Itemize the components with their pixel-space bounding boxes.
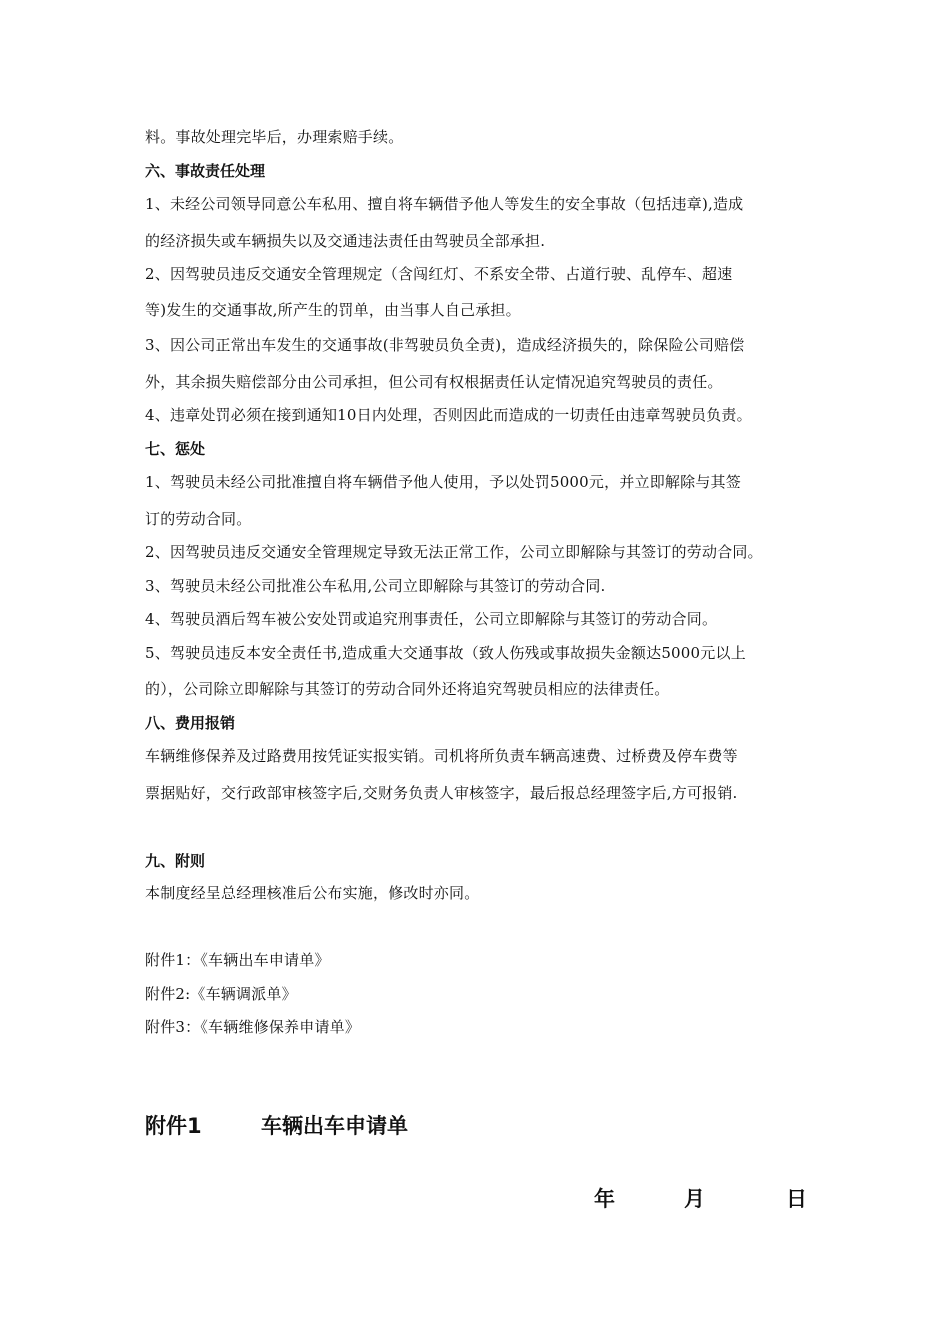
section-heading-6: 六、事故责任处理 [145, 162, 266, 180]
paragraph-line: 外，其余损失赔偿部分由公司承担，但公司有权根据责任认定情况追究驾驶员的责任。 [145, 373, 723, 391]
paragraph-line: 5、驾驶员违反本安全责任书,造成重大交通事故（致人伤残或事故损失金额达5000元以上 [145, 644, 746, 662]
paragraph-line: 1、驾驶员未经公司批准擅自将车辆借予他人使用，予以处罚5000元，并立即解除与其签 [145, 473, 741, 491]
paragraph-line: 2、因驾驶员违反交通安全管理规定（含闯红灯、不系安全带、占道行驶、乱停车、超速 [145, 265, 733, 283]
attachment-item-1: 附件1：《车辆出车申请单》 [145, 951, 330, 969]
paragraph-line: 3、驾驶员未经公司批准公车私用,公司立即解除与其签订的劳动合同. [145, 577, 606, 595]
attachment-item-3: 附件3：《车辆维修保养申请单》 [145, 1018, 361, 1036]
attachment-item-2: 附件2:《车辆调派单》 [145, 985, 297, 1003]
section-heading-7: 七、惩处 [145, 440, 206, 458]
paragraph-line: 的），公司除立即解除与其签订的劳动合同外还将追究驾驶员相应的法律责任。 [145, 680, 670, 698]
attachment-title: 车辆出车申请单 [261, 1114, 408, 1138]
paragraph-line: 4、驾驶员酒后驾车被公安处罚或追究刑事责任，公司立即解除与其签订的劳动合同。 [145, 610, 718, 628]
paragraph-line: 3、因公司正常出车发生的交通事故(非驾驶员负全责)，造成经济损失的，除保险公司赔偿 [145, 336, 745, 354]
date-day-label: 日 [786, 1187, 807, 1211]
paragraph-line: 2、因驾驶员违反交通安全管理规定导致无法正常工作，公司立即解除与其签订的劳动合同。 [145, 543, 763, 561]
paragraph-line: 车辆维修保养及过路费用按凭证实报实销。司机将所负责车辆高速费、过桥费及停车费等 [145, 747, 738, 765]
paragraph-line: 的经济损失或车辆损失以及交通违法责任由驾驶员全部承担. [145, 232, 546, 250]
paragraph-line: 本制度经呈总经理核准后公布实施，修改时亦同。 [145, 884, 480, 902]
section-heading-8: 八、费用报销 [145, 714, 236, 732]
date-year-label: 年 [594, 1187, 615, 1211]
paragraph-line: 4、违章处罚必须在接到通知10日内处理，否则因此而造成的一切责任由违章驾驶员负责。 [145, 406, 752, 424]
date-month-label: 月 [684, 1187, 705, 1211]
paragraph-line: 票据贴好，交行政部审核签字后,交财务负责人审核签字，最后报总经理签字后,方可报销. [145, 784, 738, 802]
paragraph-line: 1、未经公司领导同意公车私用、擅自将车辆借予他人等发生的安全事故（包括违章),造成 [145, 195, 744, 213]
paragraph-line: 料。事故处理完毕后，办理索赔手续。 [145, 128, 404, 146]
attachment-label: 附件1 [145, 1114, 202, 1138]
paragraph-line: 订的劳动合同。 [145, 510, 252, 528]
paragraph-line: 等)发生的交通事故,所产生的罚单，由当事人自己承担。 [145, 301, 521, 319]
section-heading-9: 九、附则 [145, 852, 206, 870]
